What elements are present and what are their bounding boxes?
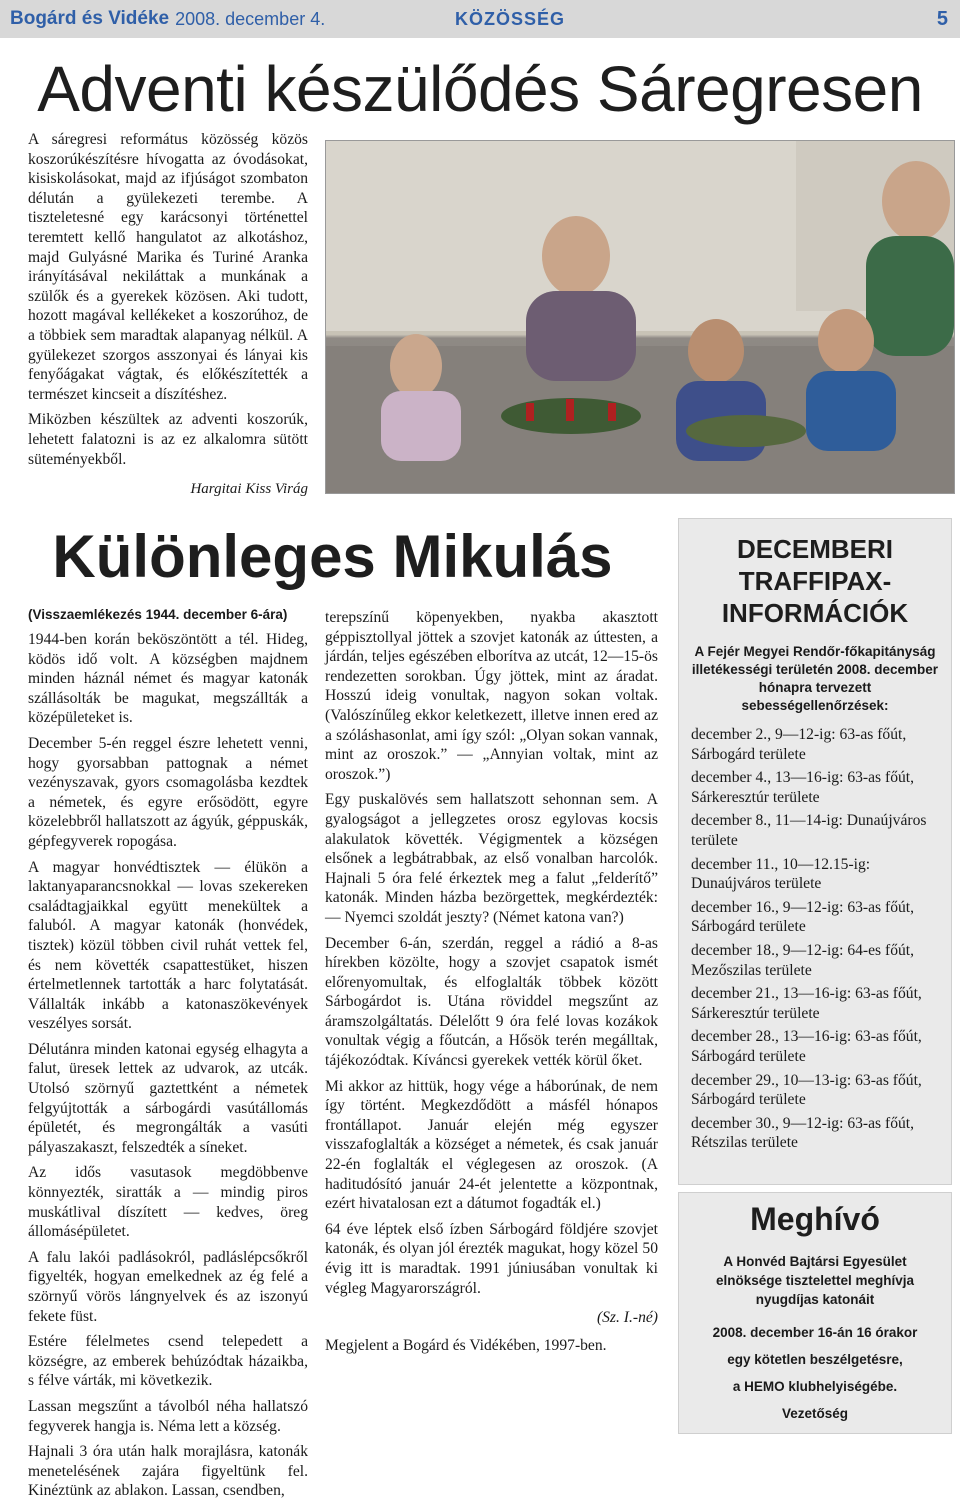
page-number: 5	[936, 7, 948, 30]
article1-paragraph: Miközben készültek az adventi koszorúk, lehetett falatozni is az ez alkalomra sütött süteményekből.	[28, 411, 308, 468]
issue-date: 2008. december 4.	[175, 8, 326, 29]
traffipax-entry: december 30., 9—12-ig: 63-as főút, Rétszilas területe	[691, 1114, 915, 1152]
photo-illustration	[326, 141, 954, 493]
publication-name: Bogárd és Vidéke	[10, 8, 170, 29]
article2-paragraph: Mi akkor az hittük, hogy vége a háborúnak, de nem így történt. Megkezdődött a másfél hónapos frontállapot. Január elején még egyszer visszafoglalták a községet a németek, és csak január 22-én foglalták el véglegesen az oroszok. (A haditudósító január 24-ét jelentette a központnak, ezért hivatalosan ezt a dátumot fogadták el.)	[325, 1077, 658, 1213]
invitation-what: egy kötetlen beszélgetésre,	[727, 1352, 903, 1367]
article2-paragraph: 64 éve léptek első ízben Sárbogárd földjére szovjet katonák, és olyan jól érezték magukat, hogy közel 50 évig itt is maradtak. 1991 júniusában vonultak ki végleg Magyarországról.	[325, 1220, 658, 1297]
article2-title: Különleges Mikulás	[52, 523, 613, 590]
traffipax-entry: december 29., 10—13-ig: 63-as főút, Sárbogárd területe	[691, 1071, 922, 1109]
article2-column-2	[325, 608, 658, 1361]
invitation-where: a HEMO klubhelyiségébe.	[732, 1379, 898, 1394]
invitation-from: Vezetőség	[781, 1406, 849, 1421]
traffipax-entry: december 21., 13—16-ig: 63-as főút, Sárkeresztúr területe	[691, 985, 922, 1022]
invitation-text: A Honvéd Bajtársi Egyesület elnöksége tisztelettel meghívja nyugdíjas katonáit	[715, 1254, 915, 1307]
article1-title: Adventi készülődés Sáregresen	[37, 53, 923, 125]
article1-byline: Hargitai Kiss Virág	[190, 481, 308, 497]
article2-paragraph: Egy puskalövés sem hallatszott sehonnan sem. A gyalogságot a jellegzetes orosz egylovas kocsis alakulatok követték. Végigmentek a községen elsőnek a legbátrabbak, az első vonalban harcolók. Hajnali 5 óra felé érkeztek meg a falut „felderítő” katonák. Minden házba bezörgettek, megkérdezték: — Nyemci szoldát jeszty? (Német katona van?)	[325, 791, 658, 926]
article2-paragraph: 1944-ben korán beköszöntött a tél. Hideg, ködös idő volt. A községben majdnem minden háznál német és magyar katonák szállásolták be magukat, megszállták a középületeket is.	[28, 631, 308, 727]
article2-footnote: Megjelent a Bogárd és Vidékében, 1997-ben.	[325, 1336, 607, 1354]
traffipax-entry: december 16., 9—12-ig: 63-as főút, Sárbogárd területe	[691, 898, 915, 936]
traffipax-subtitle: A Fejér Megyei Rendőr-főkapitányság illetékességi területén 2008. december hónapra tervezett sebességellenőrzések:	[691, 644, 939, 713]
article1-paragraph: A sáregresi református közösség közös koszorúkészítésre hívogatta az óvodásokat, kisiskolásokat, majd az ifjúságot szombaton délután a gyülekezeti terembe. A tiszteletesné egy karácsonyi történettel teremtett kellő hangulatot az alkotáshoz, majd Gulyásné Marika és Turiné Aranka irányításával nekiláttak a munkának a szülők és a gyerekek közösen. Aki tudott, hozott magával kellékeket a koszorúhoz, de a többiek sem maradtak alapanyag nélkül. A gyülekezet szorgos asszonyai és lányai kis fenyőágakat vágtak, és előkészítették a természet kincseit a díszítéshez.	[28, 131, 308, 403]
article2-paragraph: Hajnali 3 óra után halk morajlásra, katonák menetelésének zajára figyeltünk fel. Kinéztünk az ablakon. Lassan, csendben,	[28, 1443, 308, 1500]
traffipax-title: DECEMBERI TRAFFIPAX-INFORMÁCIÓK	[721, 534, 909, 628]
invitation-when: 2008. december 16-án 16 órakor	[712, 1325, 918, 1340]
article2-subtitle: (Visszaemlékezés 1944. december 6-ára)	[28, 607, 288, 622]
article2-paragraph: December 5-én reggel észre lehetett venni, hogy gyorsabban pattognak a német vezényszavak, gyors csomagolásba kezdtek a németek, és egyre erősödött, egyre közelebbről hallatszott az ágyúk, géppuskák, gépfegyverek ropogása.	[28, 734, 308, 850]
article2-signature: (Sz. I.-né)	[596, 1309, 658, 1327]
article2-paragraph: Estére félelmetes csend telepedett a községre, az emberek behúzódtak házaikba, s félve várták, mi következik.	[28, 1333, 308, 1390]
traffipax-entry: december 28., 13—16-ig: 63-as főút, Sárbogárd területe	[691, 1028, 922, 1065]
article2-paragraph: Délutánra minden katonai egység elhagyta a falut, üresek lettek az udvarok, az utcák. Utolsó szörnyű gaztettként a németek felgyújtották a sárbogárdi vasútállomás épületét, és megrongálták a vasúti pályaszakaszt, felszedték a síneket.	[28, 1040, 308, 1156]
article2-paragraph: Lassan megszűnt a távolból néha hallatszó fegyverek hangja is. Néma lett a község.	[28, 1397, 308, 1435]
article2-paragraph: A falu lakói padlásokról, padláslépcsőkről figyelték, hogyan emelkednek az ég felé a szörnyű vörös lángnyelvek és az iszonyú fekete füst.	[28, 1248, 308, 1325]
traffipax-entry: december 4., 13—16-ig: 63-as főút, Sárkeresztúr területe	[691, 769, 915, 806]
article2-paragraph: A magyar honvédtisztek — élükön a laktanyaparancsnokkal — lovas szekereken családtagjaikkal együtt menekültek a faluból. A magyar katonák (honvédek, tisztek) közül többen civil ruhát vettek fel, és nem követték csapattestüket, hiszen értelmetlennek tartották a harc folytatását. Vállalták inkább a katonaszökevények veszélyes sorsát.	[28, 858, 308, 1033]
article2-paragraph: December 6-án, szerdán, reggel a rádió a 8-as hírekben közölte, hogy a szovjet csapatok ismét előrenyomultak, és elfoglalták többek között Sárbogárdot is. Utána röviddel megszűnt az áramszolgáltatás. Délelőtt 9 óra felé lovas kozákok vonultak végig a főutcán, a Hősök terén megálltak, tájékozódtak. Kíváncsi gyerekek vették körül őket.	[325, 934, 658, 1070]
article1-photo	[325, 140, 955, 494]
article2-paragraph: terepszínű köpenyekben, nyakba akasztott géppisztollyal jöttek a szovjet katonák az úttesten, a járdán, teljes egészében elborítva az utcát, 12—15-ös rendezetten sorokban. Úgy jöttek, mint az áradat. Hosszú ideig vonultak, nagyon sokan voltak. (Valószínűleg ekkor keletkezett, illetve innen ered az a szóláshasonlat, ami így szól: „Olyan sokan vannak, mint az oroszok.” — „Annyian voltak, mint az oroszok.”)	[325, 609, 658, 783]
article2-column-1	[28, 630, 308, 1507]
traffipax-box	[678, 518, 952, 1185]
section-name: KÖZÖSSÉG	[454, 8, 565, 29]
traffipax-entry: december 18., 9—12-ig: 64-es főút, Mezőszilas területe	[691, 941, 915, 979]
article1-body	[28, 130, 308, 475]
traffipax-list	[691, 725, 937, 1153]
traffipax-entry: december 2., 9—12-ig: 63-as főút, Sárbogárd területe	[691, 726, 907, 763]
traffipax-entry: december 8., 11—14-ig: Dunaújváros területe	[691, 812, 927, 849]
invitation-title: Meghívó	[750, 1201, 880, 1237]
traffipax-entry: december 11., 10—12.15-ig: Dunaújváros területe	[691, 855, 871, 893]
page-header	[0, 0, 960, 38]
article2-paragraph: Az idős vasutasok megdöbbenve könnyezték, siratták a — mindig piros muskátlival díszített — kedves, öreg állomásépületet.	[28, 1164, 308, 1241]
invitation-box	[678, 1192, 952, 1434]
